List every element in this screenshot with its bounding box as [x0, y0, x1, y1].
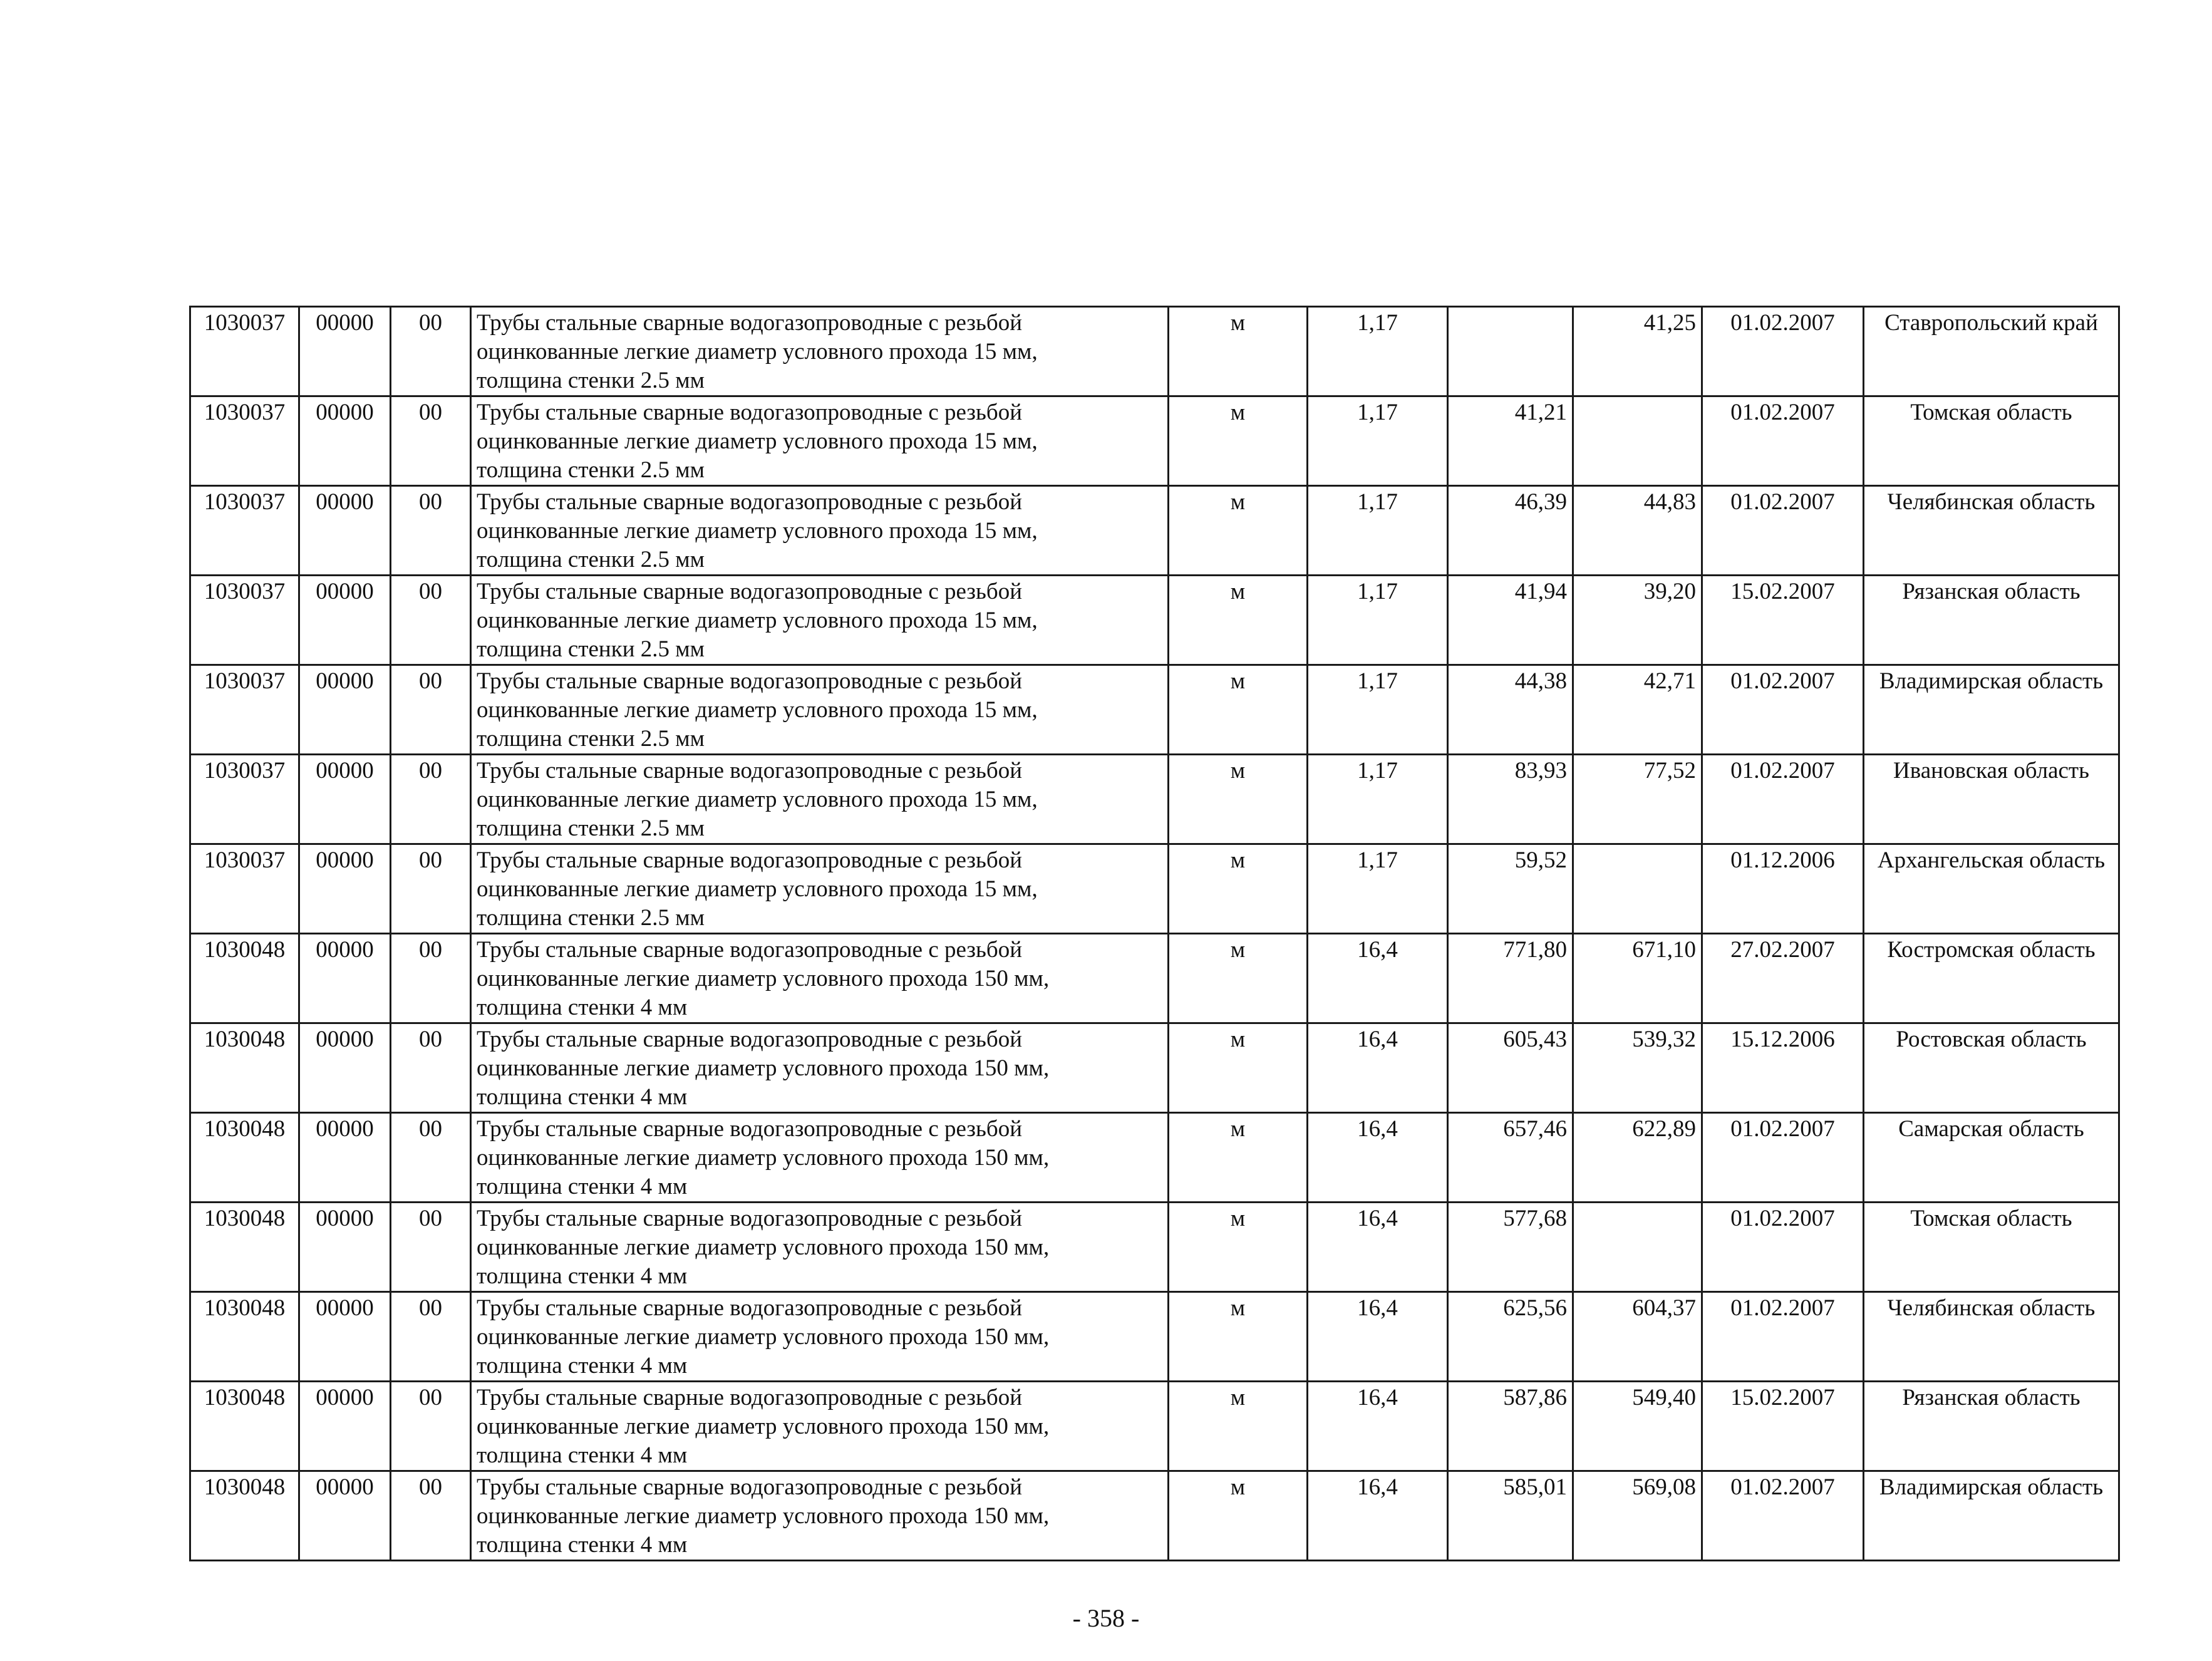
- description-line: Трубы стальные сварные водогазопроводные с резьбой: [477, 1385, 1023, 1410]
- material-code-cell: 1030048: [190, 1113, 299, 1203]
- description-cell: [471, 1203, 1169, 1292]
- date-cell: 01.02.2007: [1702, 1113, 1864, 1203]
- version-code-cell: 00: [391, 934, 471, 1023]
- region-cell: Челябинская область: [1864, 1292, 2119, 1382]
- weight-cell: 16,4: [1308, 1023, 1448, 1113]
- weight-cell: 16,4: [1308, 1471, 1448, 1561]
- description-cell: [471, 307, 1169, 396]
- description-line: оцинкованные легкие диаметр условного прохода 15 мм,: [477, 787, 1038, 812]
- version-code-cell: 00: [391, 665, 471, 755]
- weight-cell: 16,4: [1308, 934, 1448, 1023]
- description-line: толщина стенки 2.5 мм: [477, 905, 705, 931]
- unit-cell: м: [1169, 396, 1308, 486]
- region-cell: Владимирская область: [1864, 665, 2119, 755]
- description-cell: [471, 1113, 1169, 1203]
- unit-cell: м: [1169, 1113, 1308, 1203]
- description-line: толщина стенки 4 мм: [477, 1263, 688, 1289]
- description-line: толщина стенки 4 мм: [477, 1442, 688, 1468]
- region-cell: Томская область: [1864, 396, 2119, 486]
- sub-code-cell: 00000: [299, 1382, 391, 1471]
- description-line: Трубы стальные сварные водогазопроводные с резьбой: [477, 1295, 1023, 1321]
- date-cell: 27.02.2007: [1702, 934, 1864, 1023]
- unit-cell: м: [1169, 1023, 1308, 1113]
- table-row: [190, 486, 2119, 576]
- price-with-vat-cell: 41,94: [1448, 576, 1573, 665]
- price-without-vat-cell: 539,32: [1573, 1023, 1702, 1113]
- region-cell: Ставропольский край: [1864, 307, 2119, 396]
- table-row: [190, 844, 2119, 934]
- description-line: толщина стенки 4 мм: [477, 1532, 688, 1558]
- weight-cell: 1,17: [1308, 755, 1448, 844]
- price-without-vat-cell: 44,83: [1573, 486, 1702, 576]
- description-cell: [471, 1023, 1169, 1113]
- description-cell: [471, 665, 1169, 755]
- description-line: Трубы стальные сварные водогазопроводные с резьбой: [477, 489, 1023, 515]
- sub-code-cell: 00000: [299, 1113, 391, 1203]
- version-code-cell: 00: [391, 307, 471, 396]
- description-line: оцинкованные легкие диаметр условного прохода 150 мм,: [477, 1414, 1050, 1439]
- description-line: Трубы стальные сварные водогазопроводные с резьбой: [477, 937, 1023, 963]
- table-row: [190, 1471, 2119, 1561]
- description-line: оцинкованные легкие диаметр условного прохода 150 мм,: [477, 1234, 1050, 1260]
- date-cell: 01.02.2007: [1702, 396, 1864, 486]
- description-line: толщина стенки 2.5 мм: [477, 636, 705, 662]
- weight-cell: 1,17: [1308, 665, 1448, 755]
- sub-code-cell: 00000: [299, 844, 391, 934]
- version-code-cell: 00: [391, 1382, 471, 1471]
- price-with-vat-cell: 41,21: [1448, 396, 1573, 486]
- region-cell: Челябинская область: [1864, 486, 2119, 576]
- description-cell: [471, 1292, 1169, 1382]
- weight-cell: 1,17: [1308, 844, 1448, 934]
- region-cell: Ростовская область: [1864, 1023, 2119, 1113]
- price-with-vat-cell: 587,86: [1448, 1382, 1573, 1471]
- description-line: Трубы стальные сварные водогазопроводные с резьбой: [477, 400, 1023, 425]
- version-code-cell: 00: [391, 844, 471, 934]
- date-cell: 01.02.2007: [1702, 1471, 1864, 1561]
- description-cell: [471, 396, 1169, 486]
- price-with-vat-cell: 657,46: [1448, 1113, 1573, 1203]
- version-code-cell: 00: [391, 1113, 471, 1203]
- table-row: [190, 934, 2119, 1023]
- date-cell: 01.02.2007: [1702, 1203, 1864, 1292]
- description-line: оцинкованные легкие диаметр условного прохода 15 мм,: [477, 697, 1038, 723]
- date-cell: 01.02.2007: [1702, 665, 1864, 755]
- price-with-vat-cell: 44,38: [1448, 665, 1573, 755]
- version-code-cell: 00: [391, 576, 471, 665]
- region-cell: Костромская область: [1864, 934, 2119, 1023]
- table-row: [190, 1113, 2119, 1203]
- description-line: оцинкованные легкие диаметр условного прохода 150 мм,: [477, 1503, 1050, 1529]
- description-line: оцинкованные легкие диаметр условного прохода 150 мм,: [477, 1055, 1050, 1081]
- sub-code-cell: 00000: [299, 1203, 391, 1292]
- material-code-cell: 1030037: [190, 307, 299, 396]
- price-without-vat-cell: 42,71: [1573, 665, 1702, 755]
- description-line: Трубы стальные сварные водогазопроводные с резьбой: [477, 579, 1023, 604]
- price-without-vat-cell: [1573, 1203, 1702, 1292]
- version-code-cell: 00: [391, 1203, 471, 1292]
- sub-code-cell: 00000: [299, 307, 391, 396]
- table-row: [190, 1292, 2119, 1382]
- region-cell: Ивановская область: [1864, 755, 2119, 844]
- description-line: оцинкованные легкие диаметр условного прохода 15 мм,: [477, 518, 1038, 544]
- table-row: [190, 1203, 2119, 1292]
- material-code-cell: 1030048: [190, 1203, 299, 1292]
- description-line: Трубы стальные сварные водогазопроводные с резьбой: [477, 1116, 1023, 1142]
- table-row: [190, 755, 2119, 844]
- version-code-cell: 00: [391, 1471, 471, 1561]
- description-line: толщина стенки 4 мм: [477, 1084, 688, 1110]
- region-cell: Рязанская область: [1864, 1382, 2119, 1471]
- version-code-cell: 00: [391, 486, 471, 576]
- description-cell: [471, 576, 1169, 665]
- sub-code-cell: 00000: [299, 1023, 391, 1113]
- table-row: [190, 1023, 2119, 1113]
- material-code-cell: 1030048: [190, 934, 299, 1023]
- date-cell: 01.02.2007: [1702, 486, 1864, 576]
- description-line: толщина стенки 4 мм: [477, 1174, 688, 1199]
- description-cell: [471, 486, 1169, 576]
- price-without-vat-cell: 41,25: [1573, 307, 1702, 396]
- material-code-cell: 1030048: [190, 1382, 299, 1471]
- weight-cell: 1,17: [1308, 576, 1448, 665]
- price-without-vat-cell: [1573, 844, 1702, 934]
- material-code-cell: 1030037: [190, 396, 299, 486]
- page-number: - 358 -: [1072, 1604, 1140, 1632]
- description-line: Трубы стальные сварные водогазопроводные с резьбой: [477, 758, 1023, 784]
- table-row: [190, 396, 2119, 486]
- description-cell: [471, 1382, 1169, 1471]
- unit-cell: м: [1169, 1203, 1308, 1292]
- description-line: оцинкованные легкие диаметр условного прохода 15 мм,: [477, 608, 1038, 633]
- region-cell: Владимирская область: [1864, 1471, 2119, 1561]
- sub-code-cell: 00000: [299, 755, 391, 844]
- table-row: [190, 576, 2119, 665]
- description-line: оцинкованные легкие диаметр условного прохода 150 мм,: [477, 1324, 1050, 1350]
- weight-cell: 1,17: [1308, 307, 1448, 396]
- description-line: Трубы стальные сварные водогазопроводные с резьбой: [477, 310, 1023, 336]
- description-line: оцинкованные легкие диаметр условного прохода 150 мм,: [477, 1145, 1050, 1171]
- description-line: толщина стенки 2.5 мм: [477, 368, 705, 393]
- date-cell: 15.12.2006: [1702, 1023, 1864, 1113]
- material-code-cell: 1030037: [190, 486, 299, 576]
- region-cell: Рязанская область: [1864, 576, 2119, 665]
- sub-code-cell: 00000: [299, 486, 391, 576]
- sub-code-cell: 00000: [299, 665, 391, 755]
- weight-cell: 16,4: [1308, 1292, 1448, 1382]
- description-line: Трубы стальные сварные водогазопроводные с резьбой: [477, 847, 1023, 873]
- price-without-vat-cell: 569,08: [1573, 1471, 1702, 1561]
- price-with-vat-cell: 577,68: [1448, 1203, 1573, 1292]
- unit-cell: м: [1169, 934, 1308, 1023]
- price-without-vat-cell: 39,20: [1573, 576, 1702, 665]
- description-line: оцинкованные легкие диаметр условного прохода 15 мм,: [477, 876, 1038, 902]
- description-cell: [471, 1471, 1169, 1561]
- price-with-vat-cell: [1448, 307, 1573, 396]
- material-code-cell: 1030037: [190, 755, 299, 844]
- description-line: толщина стенки 2.5 мм: [477, 726, 705, 752]
- price-without-vat-cell: 622,89: [1573, 1113, 1702, 1203]
- table-body: [190, 307, 2119, 1561]
- date-cell: 15.02.2007: [1702, 576, 1864, 665]
- version-code-cell: 00: [391, 1292, 471, 1382]
- description-line: оцинкованные легкие диаметр условного прохода 15 мм,: [477, 428, 1038, 454]
- price-with-vat-cell: 625,56: [1448, 1292, 1573, 1382]
- table-row: [190, 665, 2119, 755]
- weight-cell: 16,4: [1308, 1113, 1448, 1203]
- region-cell: Самарская область: [1864, 1113, 2119, 1203]
- date-cell: 01.02.2007: [1702, 1292, 1864, 1382]
- description-line: толщина стенки 2.5 мм: [477, 815, 705, 841]
- unit-cell: м: [1169, 755, 1308, 844]
- weight-cell: 16,4: [1308, 1382, 1448, 1471]
- material-code-cell: 1030048: [190, 1471, 299, 1561]
- unit-cell: м: [1169, 1471, 1308, 1561]
- unit-cell: м: [1169, 844, 1308, 934]
- price-table: [189, 306, 2120, 1561]
- description-cell: [471, 755, 1169, 844]
- description-cell: [471, 934, 1169, 1023]
- table-row: [190, 307, 2119, 396]
- unit-cell: м: [1169, 486, 1308, 576]
- date-cell: 01.02.2007: [1702, 755, 1864, 844]
- description-line: Трубы стальные сварные водогазопроводные с резьбой: [477, 1206, 1023, 1231]
- region-cell: Томская область: [1864, 1203, 2119, 1292]
- material-code-cell: 1030048: [190, 1292, 299, 1382]
- sub-code-cell: 00000: [299, 1471, 391, 1561]
- version-code-cell: 00: [391, 755, 471, 844]
- price-without-vat-cell: 549,40: [1573, 1382, 1702, 1471]
- material-code-cell: 1030037: [190, 844, 299, 934]
- description-line: толщина стенки 2.5 мм: [477, 547, 705, 572]
- weight-cell: 1,17: [1308, 486, 1448, 576]
- description-line: толщина стенки 4 мм: [477, 995, 688, 1020]
- unit-cell: м: [1169, 1292, 1308, 1382]
- date-cell: 15.02.2007: [1702, 1382, 1864, 1471]
- weight-cell: 16,4: [1308, 1203, 1448, 1292]
- unit-cell: м: [1169, 576, 1308, 665]
- price-with-vat-cell: 46,39: [1448, 486, 1573, 576]
- material-code-cell: 1030037: [190, 576, 299, 665]
- price-with-vat-cell: 771,80: [1448, 934, 1573, 1023]
- price-with-vat-cell: 585,01: [1448, 1471, 1573, 1561]
- table-row: [190, 1382, 2119, 1471]
- description-line: Трубы стальные сварные водогазопроводные с резьбой: [477, 1474, 1023, 1500]
- unit-cell: м: [1169, 1382, 1308, 1471]
- description-line: оцинкованные легкие диаметр условного прохода 150 мм,: [477, 966, 1050, 991]
- material-code-cell: 1030037: [190, 665, 299, 755]
- region-cell: Архангельская область: [1864, 844, 2119, 934]
- description-line: оцинкованные легкие диаметр условного прохода 15 мм,: [477, 339, 1038, 365]
- version-code-cell: 00: [391, 396, 471, 486]
- description-line: Трубы стальные сварные водогазопроводные с резьбой: [477, 668, 1023, 694]
- price-without-vat-cell: 604,37: [1573, 1292, 1702, 1382]
- description-line: толщина стенки 2.5 мм: [477, 457, 705, 483]
- sub-code-cell: 00000: [299, 396, 391, 486]
- price-without-vat-cell: 77,52: [1573, 755, 1702, 844]
- sub-code-cell: 00000: [299, 576, 391, 665]
- weight-cell: 1,17: [1308, 396, 1448, 486]
- description-cell: [471, 844, 1169, 934]
- unit-cell: м: [1169, 307, 1308, 396]
- price-with-vat-cell: 605,43: [1448, 1023, 1573, 1113]
- material-code-cell: 1030048: [190, 1023, 299, 1113]
- description-line: Трубы стальные сварные водогазопроводные с резьбой: [477, 1027, 1023, 1052]
- sub-code-cell: 00000: [299, 934, 391, 1023]
- unit-cell: м: [1169, 665, 1308, 755]
- sub-code-cell: 00000: [299, 1292, 391, 1382]
- price-without-vat-cell: 671,10: [1573, 934, 1702, 1023]
- date-cell: 01.12.2006: [1702, 844, 1864, 934]
- version-code-cell: 00: [391, 1023, 471, 1113]
- description-line: толщина стенки 4 мм: [477, 1353, 688, 1379]
- price-with-vat-cell: 83,93: [1448, 755, 1573, 844]
- date-cell: 01.02.2007: [1702, 307, 1864, 396]
- price-with-vat-cell: 59,52: [1448, 844, 1573, 934]
- price-without-vat-cell: [1573, 396, 1702, 486]
